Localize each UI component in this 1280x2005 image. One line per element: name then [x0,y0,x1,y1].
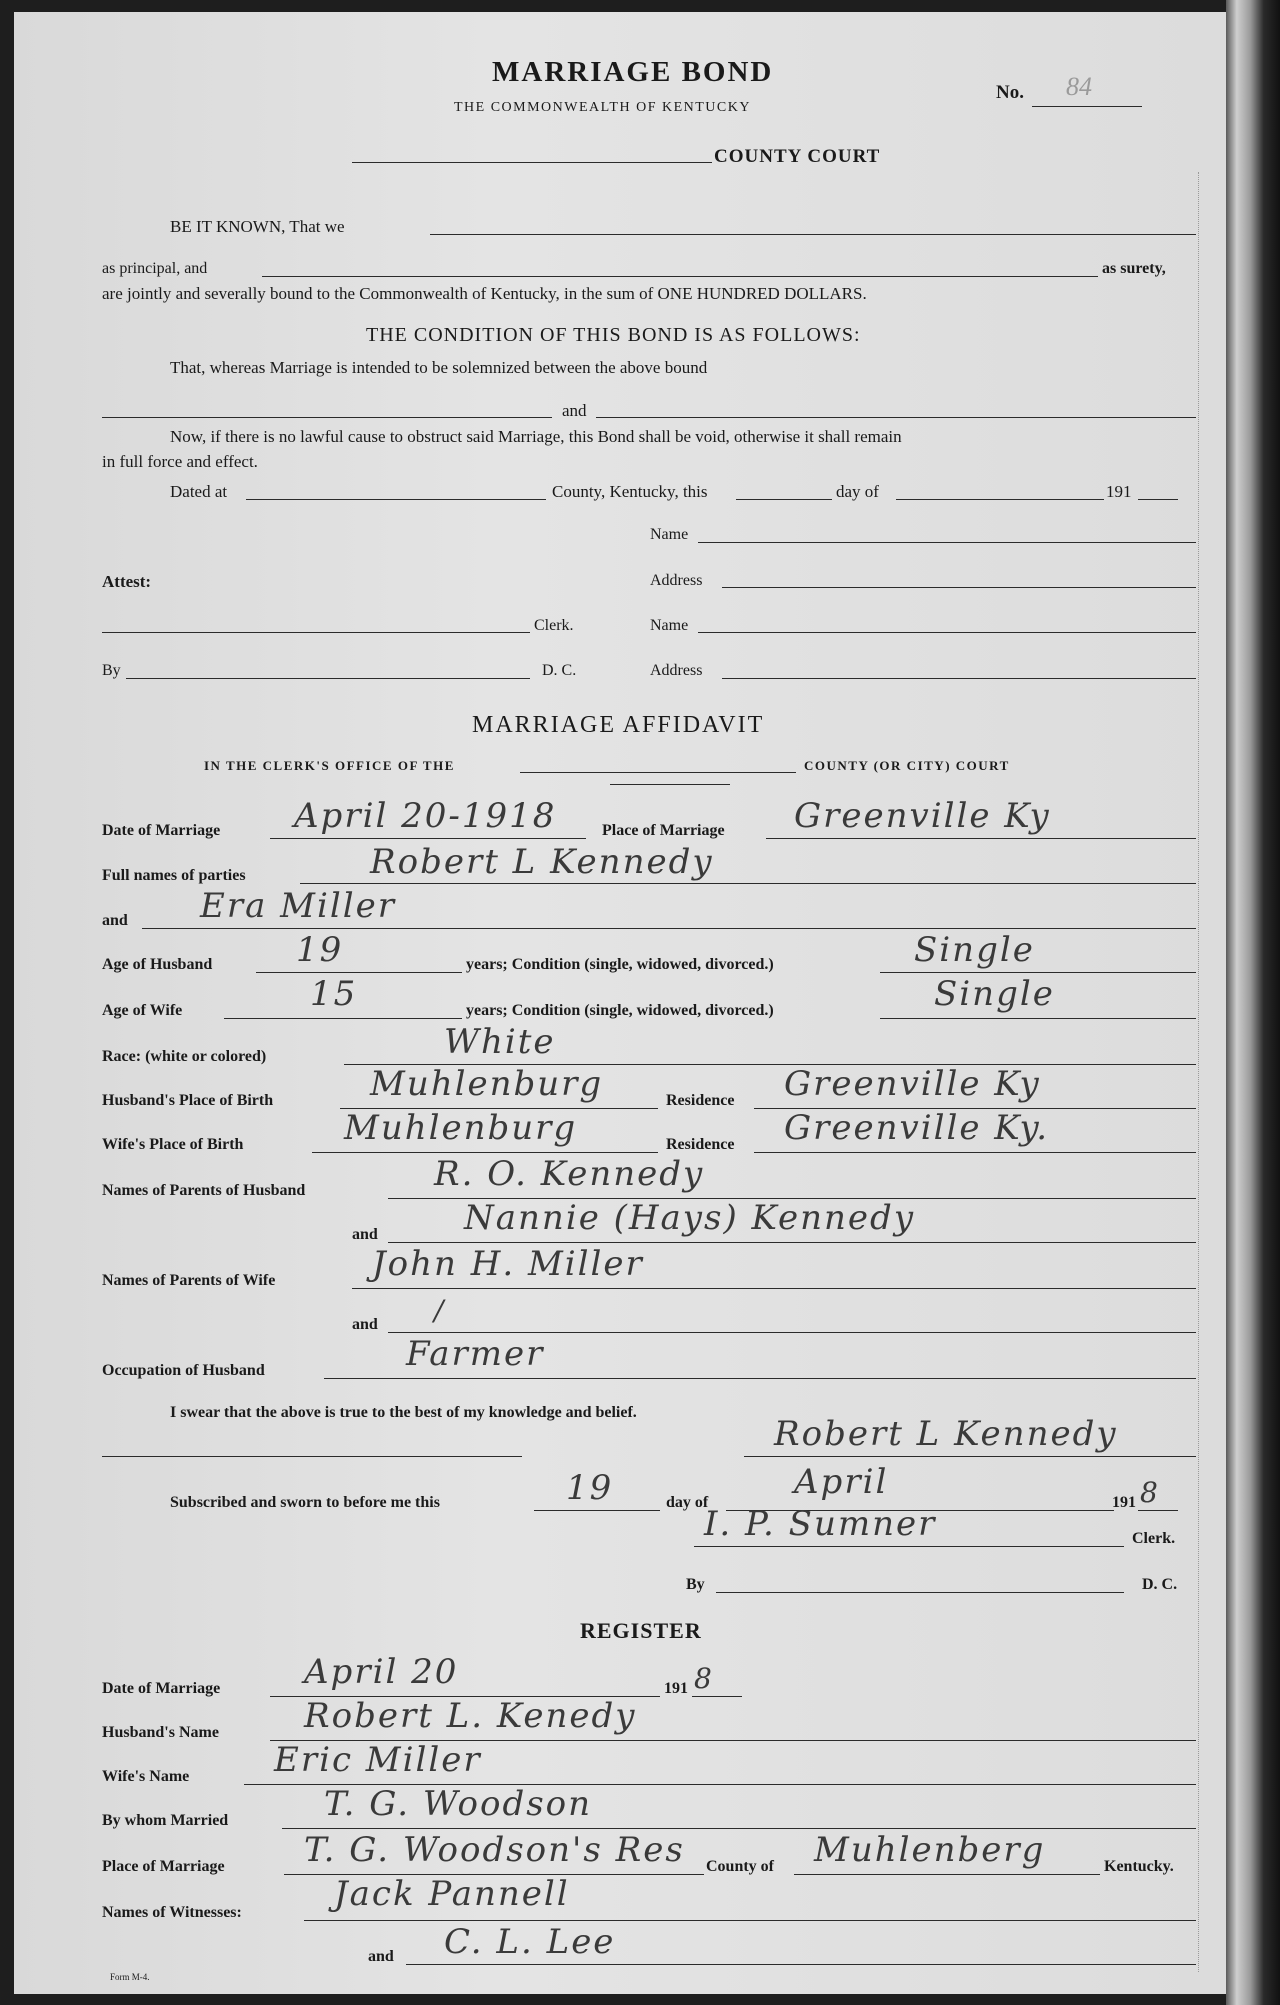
bond-subtitle: THE COMMONWEALTH OF KENTUCKY [454,100,751,115]
register-year-prefix: 191 [664,1680,688,1697]
sworn-day-of: day of [666,1494,709,1511]
now-text-1: Now, if there is no lawful cause to obstruct said Marriage, this Bond shall be void, otherwise it shall remain [170,427,902,446]
affidavit-clerk-label: Clerk. [1132,1530,1176,1547]
witness-2-value: C. L. Lee [444,1922,616,1962]
whereas-text: That, whereas Marriage is intended to be solemnized between the above bound [170,358,708,377]
county-of-label: County of [706,1858,775,1875]
clerk-signature: I. P. Sumner [704,1504,937,1544]
condition-husband-value: Single [914,930,1035,970]
parents-husband-label: Names of Parents of Husband [102,1182,306,1199]
document-page [14,12,1226,1994]
attest-dc: D. C. [542,662,577,679]
husband-parents-and: and [352,1226,378,1243]
surety-address-1-label: Address [650,572,703,589]
wife-mother-value: / [434,1294,446,1327]
husband-birth-label: Husband's Place of Birth [102,1092,274,1109]
swear-text: I swear that the above is true to the best of my knowledge and belief. [170,1404,637,1421]
day-of: day of [836,482,879,501]
wife-full-name: Era Miller [200,886,396,926]
register-husband-label: Husband's Name [102,1724,219,1741]
county-ky-this: County, Kentucky, this [552,482,708,501]
form-number: Form M-4. [110,1972,150,1982]
parents-wife-label: Names of Parents of Wife [102,1272,276,1289]
date-of-marriage-label: Date of Marriage [102,822,221,839]
register-date-value: April 20 [304,1652,459,1692]
be-it-known: BE IT KNOWN, That we [170,217,345,236]
wife-birth-label: Wife's Place of Birth [102,1136,244,1153]
register-date-label: Date of Marriage [102,1680,221,1697]
sworn-month-value: April [794,1462,889,1502]
race-value: White [444,1022,556,1062]
wife-residence-value: Greenville Ky. [784,1108,1050,1148]
condition-husband-label: years; Condition (single, widowed, divorced.) [466,956,774,973]
register-title: REGISTER [580,1618,702,1643]
age-husband-label: Age of Husband [102,956,213,973]
age-husband-value: 19 [296,930,344,970]
condition-wife-label: years; Condition (single, widowed, divorced.) [466,1002,774,1019]
county-court-label: COUNTY COURT [714,146,881,167]
by-whom-label: By whom Married [102,1812,229,1829]
register-place-label: Place of Marriage [102,1858,225,1875]
as-principal: as principal, and [102,260,208,277]
register-husband-value: Robert L. Kenedy [304,1696,637,1736]
condition-heading: THE CONDITION OF THIS BOND IS AS FOLLOWS: [366,324,861,346]
age-wife-label: Age of Wife [102,1002,183,1019]
register-year-digit: 8 [694,1662,714,1695]
kentucky-label: Kentucky. [1104,1858,1174,1875]
margin-rule [1198,172,1199,1972]
by-whom-value: T. G. Woodson [324,1784,593,1824]
affidavit-title: MARRIAGE AFFIDAVIT [472,712,765,738]
jointly-bound: are jointly and severally bound to the Commonwealth of Kentucky, in the sum of ONE HUNDRED DOLLARS. [102,284,867,303]
husband-residence-value: Greenville Ky [784,1064,1041,1104]
occupation-value: Farmer [406,1334,545,1374]
wife-residence-label: Residence [666,1136,735,1153]
surety-name-2-label: Name [650,617,689,634]
affidavit-by-label: By [686,1576,705,1593]
and-wife-label: and [102,912,128,929]
subscribed-text: Subscribed and sworn to before me this [170,1494,440,1511]
sworn-year-digit: 8 [1140,1476,1160,1509]
register-wife-label: Wife's Name [102,1768,190,1785]
register-place-value: T. G. Woodson's Res [304,1830,685,1870]
bond-no-value: 84 [1066,72,1092,101]
witnesses-label: Names of Witnesses: [102,1904,242,1921]
husband-father-value: R. O. Kennedy [434,1154,705,1194]
affidavit-dc-label: D. C. [1142,1576,1178,1593]
husband-birth-value: Muhlenburg [370,1064,604,1104]
bond-no-label: No. [996,82,1024,103]
now-text-2: in full force and effect. [102,452,258,471]
husband-full-name: Robert L Kennedy [370,842,714,882]
page-edge [1226,0,1280,2005]
as-surety: as surety, [1102,260,1166,277]
attest-label: Attest: [102,572,152,591]
register-county-value: Muhlenberg [814,1830,1046,1870]
witnesses-and: and [368,1948,394,1965]
sworn-day-value: 19 [566,1468,614,1508]
place-of-marriage-label: Place of Marriage [602,822,725,839]
husband-residence-label: Residence [666,1092,735,1109]
bond-and: and [562,401,587,420]
condition-wife-value: Single [934,974,1055,1014]
wife-parents-and: and [352,1316,378,1333]
clerks-office: IN THE CLERK'S OFFICE OF THE [204,758,455,773]
attest-by: By [102,662,121,679]
date-of-marriage-value: April 20-1918 [294,796,557,836]
wife-birth-value: Muhlenburg [344,1108,578,1148]
dated-year: 191 [1106,482,1132,501]
race-label: Race: (white or colored) [102,1048,267,1065]
occupation-label: Occupation of Husband [102,1362,265,1379]
register-wife-value: Eric Miller [274,1740,482,1780]
applicant-signature: Robert L Kennedy [774,1414,1118,1454]
sworn-year-prefix: 191 [1112,1494,1136,1511]
bond-title: MARRIAGE BOND [492,56,774,88]
full-names-label: Full names of parties [102,867,246,884]
attest-clerk: Clerk. [534,617,574,634]
county-city-court: COUNTY (OR CITY) COURT [804,758,1010,773]
husband-mother-value: Nannie (Hays) Kennedy [464,1198,916,1238]
surety-name-1-label: Name [650,526,689,543]
place-of-marriage-value: Greenville Ky [794,796,1051,836]
age-wife-value: 15 [310,974,358,1014]
surety-address-2-label: Address [650,662,703,679]
wife-father-value: John H. Miller [372,1244,644,1284]
dated-at: Dated at [170,482,228,501]
witness-1-value: Jack Pannell [334,1874,570,1914]
